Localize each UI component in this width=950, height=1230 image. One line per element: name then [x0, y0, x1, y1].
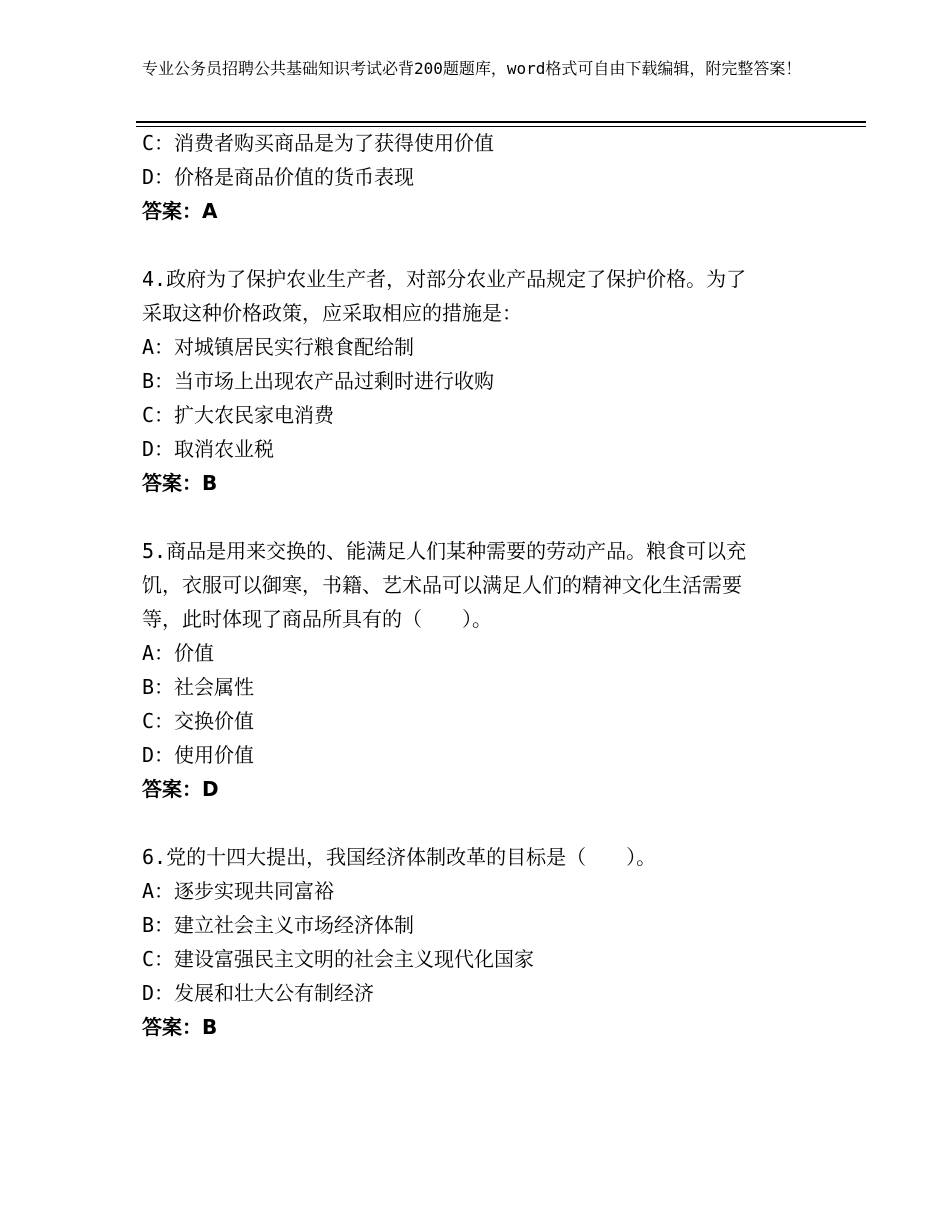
option-d: D：取消农业税 — [142, 437, 275, 461]
answer-line: 答案：A — [142, 199, 218, 223]
question-text: 4.政府为了保护农业生产者，对部分农业产品规定了保护价格。为了 — [142, 267, 747, 291]
option-b: B：当市场上出现农产品过剩时进行收购 — [142, 369, 495, 393]
question-block-6 — [142, 840, 807, 1044]
header-rule-thick — [136, 121, 866, 123]
answer-line: 答案：D — [142, 777, 219, 801]
spacer — [142, 500, 807, 534]
question-text: 5.商品是用来交换的、能满足人们某种需要的劳动产品。粮食可以充 — [142, 539, 747, 563]
question-text: 等，此时体现了商品所具有的（ ）。 — [142, 607, 492, 631]
document-header: 专业公务员招聘公共基础知识考试必背200题题库，word格式可自由下载编辑，附完整答案！ — [142, 59, 802, 78]
spacer — [142, 228, 807, 262]
option-a: A：逐步实现共同富裕 — [142, 879, 335, 903]
question-block-partial — [142, 126, 807, 228]
spacer — [142, 806, 807, 840]
question-block-4 — [142, 262, 807, 500]
option-d: D：使用价值 — [142, 743, 255, 767]
option-c: C：消费者购买商品是为了获得使用价值 — [142, 131, 495, 155]
option-b: B：社会属性 — [142, 675, 255, 699]
question-block-5 — [142, 534, 807, 806]
question-text: 采取这种价格政策，应采取相应的措施是： — [142, 301, 522, 325]
question-text: 6.党的十四大提出，我国经济体制改革的目标是（ ）。 — [142, 845, 657, 869]
option-c: C：扩大农民家电消费 — [142, 403, 335, 427]
option-a: A：价值 — [142, 641, 215, 665]
option-b: B：建立社会主义市场经济体制 — [142, 913, 415, 937]
option-c: C：交换价值 — [142, 709, 255, 733]
document-body — [142, 126, 807, 1044]
option-d: D：价格是商品价值的货币表现 — [142, 165, 415, 189]
question-text: 饥，衣服可以御寒，书籍、艺术品可以满足人们的精神文化生活需要 — [142, 573, 742, 597]
answer-line: 答案：B — [142, 471, 218, 495]
option-c: C：建设富强民主文明的社会主义现代化国家 — [142, 947, 535, 971]
option-a: A：对城镇居民实行粮食配给制 — [142, 335, 415, 359]
answer-line: 答案：B — [142, 1015, 218, 1039]
option-d: D：发展和壮大公有制经济 — [142, 981, 375, 1005]
